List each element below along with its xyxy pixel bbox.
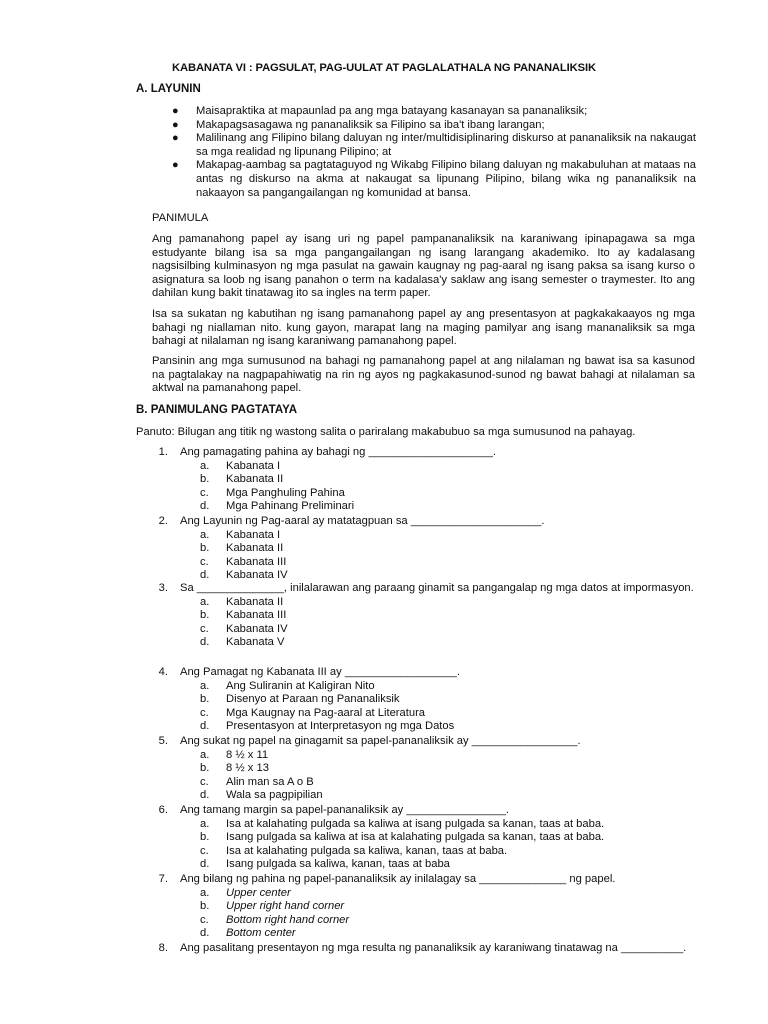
option-text: Kabanata V: [226, 636, 285, 649]
answer-option: [200, 680, 695, 694]
option-text: Bottom right hand corner: [226, 913, 350, 926]
objective-item: ● Malilinang ang Filipino bilang daluyan ng inter/multidisiplinaring diskurso at pananaliksik na nakaugat sa mga realidad ng lipunang Pilipino; at: [172, 132, 696, 158]
question-text: Ang pamagating pahina ay bahagi ng ____________________.: [180, 446, 497, 458]
question-text: Ang sukat ng papel na ginagamit sa papel-pananaliksik ay _________________.: [180, 735, 581, 747]
option-text: Kabanata I: [226, 528, 281, 541]
option-text: Bottom center: [226, 927, 296, 940]
option-letter: a.: [200, 748, 210, 761]
answer-option: [200, 693, 695, 707]
option-letter: b.: [200, 693, 210, 706]
option-text: 8 ½ x 11: [226, 748, 269, 761]
panimula-label: PANIMULA: [152, 212, 209, 224]
option-text: Isang pulgada sa kaliwa, kanan, taas at baba: [226, 858, 450, 871]
option-letter: a.: [200, 679, 210, 692]
answer-option: [200, 707, 695, 721]
section-a-heading: A. LAYUNIN: [136, 83, 201, 95]
option-letter: c.: [200, 844, 209, 857]
option-text: Kabanata II: [226, 595, 284, 608]
answer-option: [200, 636, 695, 650]
option-letter: a.: [200, 817, 210, 830]
option-letter: a.: [200, 886, 210, 899]
question-number: 2.: [158, 515, 168, 527]
option-letter: b.: [200, 473, 210, 486]
options-list: [152, 749, 695, 803]
question-item: [152, 804, 695, 872]
answer-option: [200, 569, 695, 583]
option-text: Mga Panghuling Pahina: [226, 486, 345, 499]
answer-option: [200, 776, 695, 790]
option-letter: a.: [200, 528, 210, 541]
answer-option: [200, 529, 695, 543]
option-letter: b.: [200, 609, 210, 622]
option-letter: b.: [200, 900, 210, 913]
option-letter: c.: [200, 913, 209, 926]
option-letter: d.: [200, 569, 210, 582]
answer-option: [200, 914, 695, 928]
question-item: [152, 735, 695, 803]
options-list: [152, 596, 695, 650]
option-letter: d.: [200, 789, 210, 802]
option-letter: c.: [200, 622, 209, 635]
answer-option: [200, 542, 695, 556]
option-text: Disenyo at Paraan ng Pananaliksik: [226, 693, 400, 706]
option-letter: d.: [200, 720, 210, 733]
answer-option: [200, 858, 695, 872]
options-list: [152, 680, 695, 734]
instruction-text: Panuto: Bilugan ang titik ng wastong salita o pariralang makabubuo sa mga sumusunod na pahayag.: [136, 426, 636, 438]
option-letter: b.: [200, 542, 210, 555]
option-text: Ang Suliranin at Kaligiran Nito: [226, 679, 375, 692]
answer-option: [200, 789, 695, 803]
option-letter: d.: [200, 500, 210, 513]
option-text: Upper center: [226, 886, 291, 899]
answer-option: [200, 720, 695, 734]
question-text: Ang tamang margin sa papel-pananaliksik ay ________________.: [180, 804, 510, 816]
option-letter: b.: [200, 831, 210, 844]
answer-option: [200, 487, 695, 501]
option-letter: c.: [200, 486, 209, 499]
option-text: Presentasyon at Interpretasyon ng mga Datos: [226, 720, 455, 733]
option-letter: c.: [200, 775, 209, 788]
option-text: Wala sa pagpipilian: [226, 789, 323, 802]
option-text: Kabanata II: [226, 473, 284, 486]
option-text: 8 ½ x 13: [226, 762, 269, 775]
objective-item: ● Makapag-aambag sa pagtataguyod ng Wikabg Filipino bilang daluyan ng makabuluhan at mataas na antas ng diskurso na akma at nakaugat sa lipunang Pilipino, bilang wika ng pananaliksik na nakaayon sa pangangailangan ng komunidad at bansa.: [172, 159, 696, 199]
option-letter: b.: [200, 762, 210, 775]
question-item: [152, 666, 695, 734]
section-b-heading: B. PANIMULANG PAGTATAYA: [136, 404, 298, 416]
bullet-icon: ●: [172, 118, 179, 131]
option-text: Kabanata III: [226, 609, 287, 622]
options-list: [152, 460, 695, 514]
answer-option: [200, 609, 695, 623]
question-item: [152, 582, 695, 650]
answer-option: [200, 927, 695, 941]
bullet-icon: ●: [172, 132, 179, 145]
options-list: [152, 529, 695, 583]
option-letter: a.: [200, 459, 210, 472]
answer-option: [200, 818, 695, 832]
option-letter: d.: [200, 927, 210, 940]
option-text: Kabanata II: [226, 542, 284, 555]
answer-option: [200, 556, 695, 570]
panimula-paragraph-3: Pansinin ang mga sumusunod na bahagi ng pamanahong papel at ang nilalaman ng bawat isa sa kasunod na pagtalakay na nagpapahiwatig na rin ng ayos ng pagkakasunod-sunod ng bawat bahagi at nilalaman sa aktwal na pamanahong papel.: [152, 355, 695, 395]
answer-option: [200, 831, 695, 845]
answer-option: [200, 473, 695, 487]
answer-option: [200, 762, 695, 776]
question-number: 1.: [158, 446, 168, 458]
option-text: Mga Pahinang Preliminari: [226, 500, 355, 513]
option-text: Kabanata IV: [226, 569, 288, 582]
question-number: 4.: [158, 666, 168, 678]
question-text: Ang Pamagat ng Kabanata III ay __________________.: [180, 666, 460, 678]
question-number: 6.: [158, 804, 168, 816]
question-item: [152, 942, 695, 956]
question-text: Ang Layunin ng Pag-aaral ay matatagpuan sa _____________________.: [180, 515, 545, 527]
question-item: [152, 515, 695, 583]
option-text: Kabanata IV: [226, 622, 288, 635]
answer-option: [200, 749, 695, 763]
question-number: 7.: [158, 873, 168, 885]
question-text: Sa ______________, inilalarawan ang paraang ginamit sa pangangalap ng mga datos at impormasyon.: [180, 582, 694, 594]
option-text: Kabanata I: [226, 459, 281, 472]
objective-item: ● Maisapraktika at mapaunlad pa ang mga batayang kasanayan sa pananaliksik;: [172, 105, 588, 117]
options-list: [152, 818, 695, 872]
question-text: Ang pasalitang presentayon ng mga resulta ng pananaliksik ay karaniwang tinatawag na __________.: [180, 942, 687, 954]
question-item: [152, 873, 695, 941]
chapter-title: KABANATA VI : PAGSULAT, PAG-UULAT AT PAGLALATHALA NG PANANALIKSIK: [172, 62, 596, 74]
question-number: 5.: [158, 735, 168, 747]
answer-option: [200, 596, 695, 610]
option-text: Isang pulgada sa kaliwa at isa at kalahating pulgada sa kanan, taas at baba.: [226, 831, 605, 844]
answer-option: [200, 623, 695, 637]
panimula-paragraph-2: Isa sa sukatan ng kabutihan ng isang pamanahong papel ay ang presentasyon at pagkakakaayos ng mga bahagi ng niallaman nito. kung gayon, marapat lang na maging pamilyar ang isang mananaliksik sa mga bahagi at nilalaman ng isang karaniwang pamanahong papel.: [152, 308, 695, 348]
objectives-list: [172, 105, 696, 200]
options-list: [152, 887, 695, 941]
option-letter: c.: [200, 555, 209, 568]
option-text: Isa at kalahating pulgada sa kaliwa at isang pulgada sa kanan, taas at baba.: [226, 817, 605, 830]
option-text: Alin man sa A o B: [226, 775, 314, 788]
option-letter: d.: [200, 858, 210, 871]
option-text: Isa at kalahating pulgada sa kaliwa, kanan, taas at baba.: [226, 844, 508, 857]
answer-option: [200, 845, 695, 859]
bullet-icon: ●: [172, 159, 179, 172]
question-number: 8.: [158, 942, 168, 954]
option-text: Kabanata III: [226, 555, 287, 568]
answer-option: [200, 887, 695, 901]
question-text: Ang bilang ng pahina ng papel-pananaliksik ay inilalagay sa ______________ ng papel.: [180, 873, 616, 885]
answer-option: [200, 500, 695, 514]
objective-item: ● Makapagsasagawa ng pananaliksik sa Filipino sa iba't ibang larangan;: [172, 118, 545, 131]
answer-option: [200, 900, 695, 914]
panimula-paragraph-1: Ang pamanahong papel ay isang uri ng papel pampananaliksik na karaniwang ipinapagawa sa mga estudyante bilang isa sa mga pangangailangan ng isang larangang akademiko. Ito ay kadalasang nagsisilbing kulminasyon ng mga pasulat na gawain kaugnay ng pag-aaral ng isang paksa sa isang kurso o asignatura sa loob ng isang panahon o term na kadalasa'y saklaw ang isang semester o traymester. Ito ang dahilan kung bakit tinatawag ito sa ingles na term paper.: [152, 233, 695, 300]
option-letter: d.: [200, 636, 210, 649]
option-text: Upper right hand corner: [226, 900, 345, 913]
question-item: [152, 446, 695, 514]
option-text: Mga Kaugnay na Pag-aaral at Literatura: [226, 706, 426, 719]
option-letter: c.: [200, 706, 209, 719]
option-letter: a.: [200, 595, 210, 608]
answer-option: [200, 460, 695, 474]
bullet-icon: ●: [172, 105, 179, 117]
question-number: 3.: [158, 582, 168, 594]
